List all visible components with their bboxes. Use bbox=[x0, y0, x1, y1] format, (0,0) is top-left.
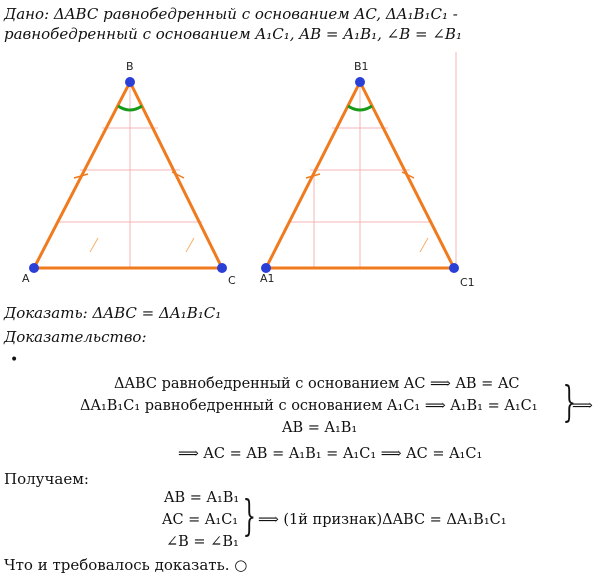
conclusion: Что и требовалось доказать. ○ bbox=[4, 556, 248, 574]
given-statement bbox=[4, 4, 596, 44]
point-c1[interactable] bbox=[449, 263, 459, 273]
get-label: Получаем: bbox=[4, 470, 89, 488]
proof-line-3: AB = A₁B₁ bbox=[282, 420, 358, 436]
point-a[interactable] bbox=[29, 263, 39, 273]
system-row-1: AB = A₁B₁ bbox=[164, 490, 240, 506]
triangles-figure bbox=[18, 52, 478, 292]
right-hatch bbox=[420, 238, 428, 252]
label-c: C bbox=[228, 274, 236, 287]
system-row-3: ∠B = ∠B₁ bbox=[166, 534, 239, 550]
left-grid bbox=[58, 80, 202, 268]
system-result: ⟹ (1й признак)ΔABC = ΔA₁B₁C₁ bbox=[258, 512, 507, 528]
left-hatch bbox=[90, 238, 194, 252]
prove-label: Доказать bbox=[4, 304, 83, 322]
bullet: • bbox=[10, 352, 19, 368]
left-tick-marks bbox=[74, 172, 184, 178]
proof-line-2: ΔA₁B₁C₁ равнобедренный с основанием A₁C₁ ⟹ A₁B₁ = A₁C₁ bbox=[80, 398, 538, 414]
point-b[interactable] bbox=[125, 77, 135, 87]
proof-implies: ⟹ bbox=[572, 398, 593, 414]
proof-line-1: ΔABC равнобедренный с основанием AC ⟹ AB = AC bbox=[114, 376, 520, 392]
proof-heading: Доказательство: bbox=[4, 328, 147, 346]
label-b: B bbox=[126, 60, 134, 73]
proof-line-4: ⟹ AC = AB = A₁B₁ = A₁C₁ ⟹ AC = A₁C₁ bbox=[178, 446, 483, 462]
label-c1: C1 bbox=[460, 276, 475, 289]
given-label: Дано bbox=[4, 5, 45, 23]
proof-brace: } bbox=[562, 377, 577, 426]
point-b1[interactable] bbox=[355, 77, 365, 87]
prove-statement bbox=[4, 304, 221, 322]
label-a: A bbox=[22, 272, 30, 285]
system-brace: } bbox=[242, 491, 257, 540]
point-c[interactable] bbox=[217, 263, 227, 273]
label-b1: B1 bbox=[354, 60, 369, 73]
given-text: : ΔABC равнобедренный с основанием AC, ΔA₁B₁C₁ - равнобедренный с основанием A₁C₁, AB = A₁B₁, ∠B = ∠B₁ bbox=[4, 5, 462, 43]
prove-text: : ΔABC = ΔA₁B₁C₁ bbox=[82, 304, 222, 322]
system-row-2: AC = A₁C₁ bbox=[162, 512, 239, 528]
right-grid bbox=[288, 52, 456, 268]
label-a1: A1 bbox=[260, 272, 275, 285]
